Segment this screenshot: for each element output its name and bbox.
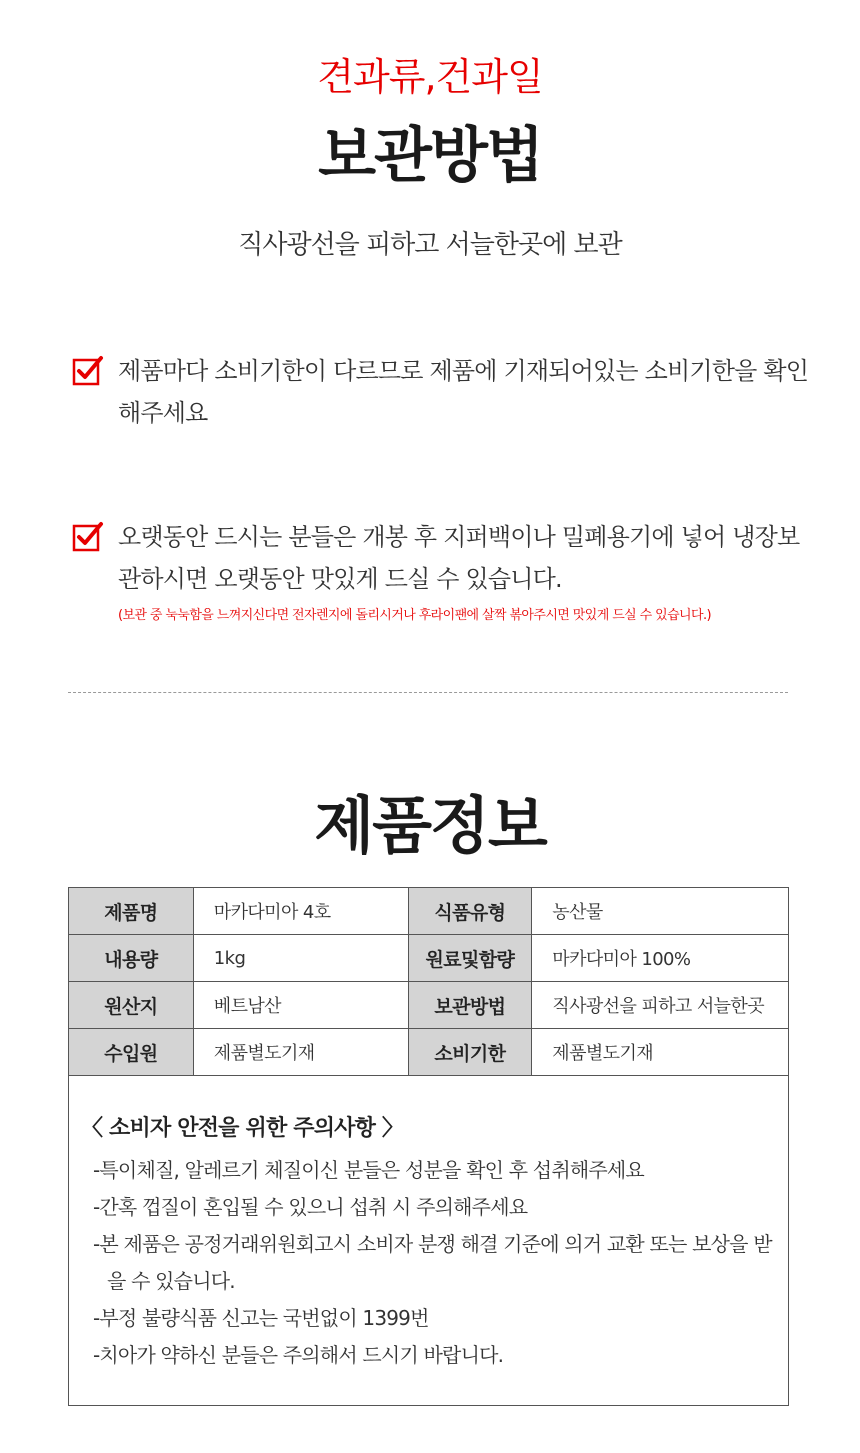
table-header-cell: 원산지 xyxy=(69,982,194,1029)
list-item: -간혹 껍질이 혼입될 수 있으니 섭취 시 주의해주세요 xyxy=(93,1195,528,1219)
checkbox-checked-icon xyxy=(72,354,104,386)
product-info-table xyxy=(68,887,789,1076)
product-info-title: 제품정보 xyxy=(314,789,546,862)
caution-box xyxy=(68,1073,789,1406)
list-item: -치아가 약하신 분들은 주의해서 드시기 바랍니다. xyxy=(93,1343,504,1367)
list-item: -특이체질, 알레르기 체질이신 분들은 성분을 확인 후 섭취해주세요 xyxy=(93,1158,644,1182)
table-row xyxy=(69,982,789,1029)
table-value-cell: 제품별도기재 xyxy=(532,1029,789,1076)
section-divider xyxy=(68,692,788,693)
table-value-cell: 1kg xyxy=(193,935,408,982)
check-item-expiry xyxy=(72,350,812,434)
check-text: 제품마다 소비기한이 다르므로 제품에 기재되어있는 소비기한을 확인해주세요 xyxy=(118,357,809,427)
table-row xyxy=(69,1029,789,1076)
check-note: (보관 중 눅눅함을 느껴지신다면 전자렌지에 돌리시거나 후라이팬에 살짝 볶아주시면 맛있게 드실 수 있습니다.) xyxy=(118,608,711,623)
table-value-cell: 제품별도기재 xyxy=(193,1029,408,1076)
checkbox-checked-icon xyxy=(72,520,104,552)
table-value-cell: 농산물 xyxy=(532,888,789,935)
table-header-cell: 원료및함량 xyxy=(408,935,532,982)
caution-list xyxy=(81,1152,788,1374)
table-value-cell: 베트남산 xyxy=(193,982,408,1029)
check-item-refrigerate xyxy=(72,516,812,623)
table-header-cell: 내용량 xyxy=(69,935,194,982)
caution-title: 〈 소비자 안전을 위한 주의사항 〉 xyxy=(81,1116,404,1141)
table-row xyxy=(69,935,789,982)
list-item: -부정 불량식품 신고는 국번없이 1399번 xyxy=(93,1306,429,1330)
table-header-cell: 제품명 xyxy=(69,888,194,935)
storage-title: 보관방법 xyxy=(318,121,542,191)
table-value-cell: 마카다미아 100% xyxy=(532,935,789,982)
table-row xyxy=(69,888,789,935)
table-header-cell: 식품유형 xyxy=(408,888,532,935)
check-text: 오랫동안 드시는 분들은 개봉 후 지퍼백이나 밀폐용기에 넣어 냉장보관하시면 오랫동안 맛있게 드실 수 있습니다. xyxy=(118,523,800,593)
table-header-cell: 보관방법 xyxy=(408,982,532,1029)
table-header-cell: 소비기한 xyxy=(408,1029,532,1076)
storage-description: 직사광선을 피하고 서늘한곳에 보관 xyxy=(238,230,622,260)
table-value-cell: 마카다미아 4호 xyxy=(193,888,408,935)
table-header-cell: 수입원 xyxy=(69,1029,194,1076)
storage-subtitle: 견과류,건과일 xyxy=(317,55,543,99)
table-value-cell: 직사광선을 피하고 서늘한곳 xyxy=(532,982,789,1029)
list-item: -본 제품은 공정거래위원회고시 소비자 분쟁 해결 기준에 의거 교환 또는 보상을 받을 수 있습니다. xyxy=(93,1232,772,1293)
